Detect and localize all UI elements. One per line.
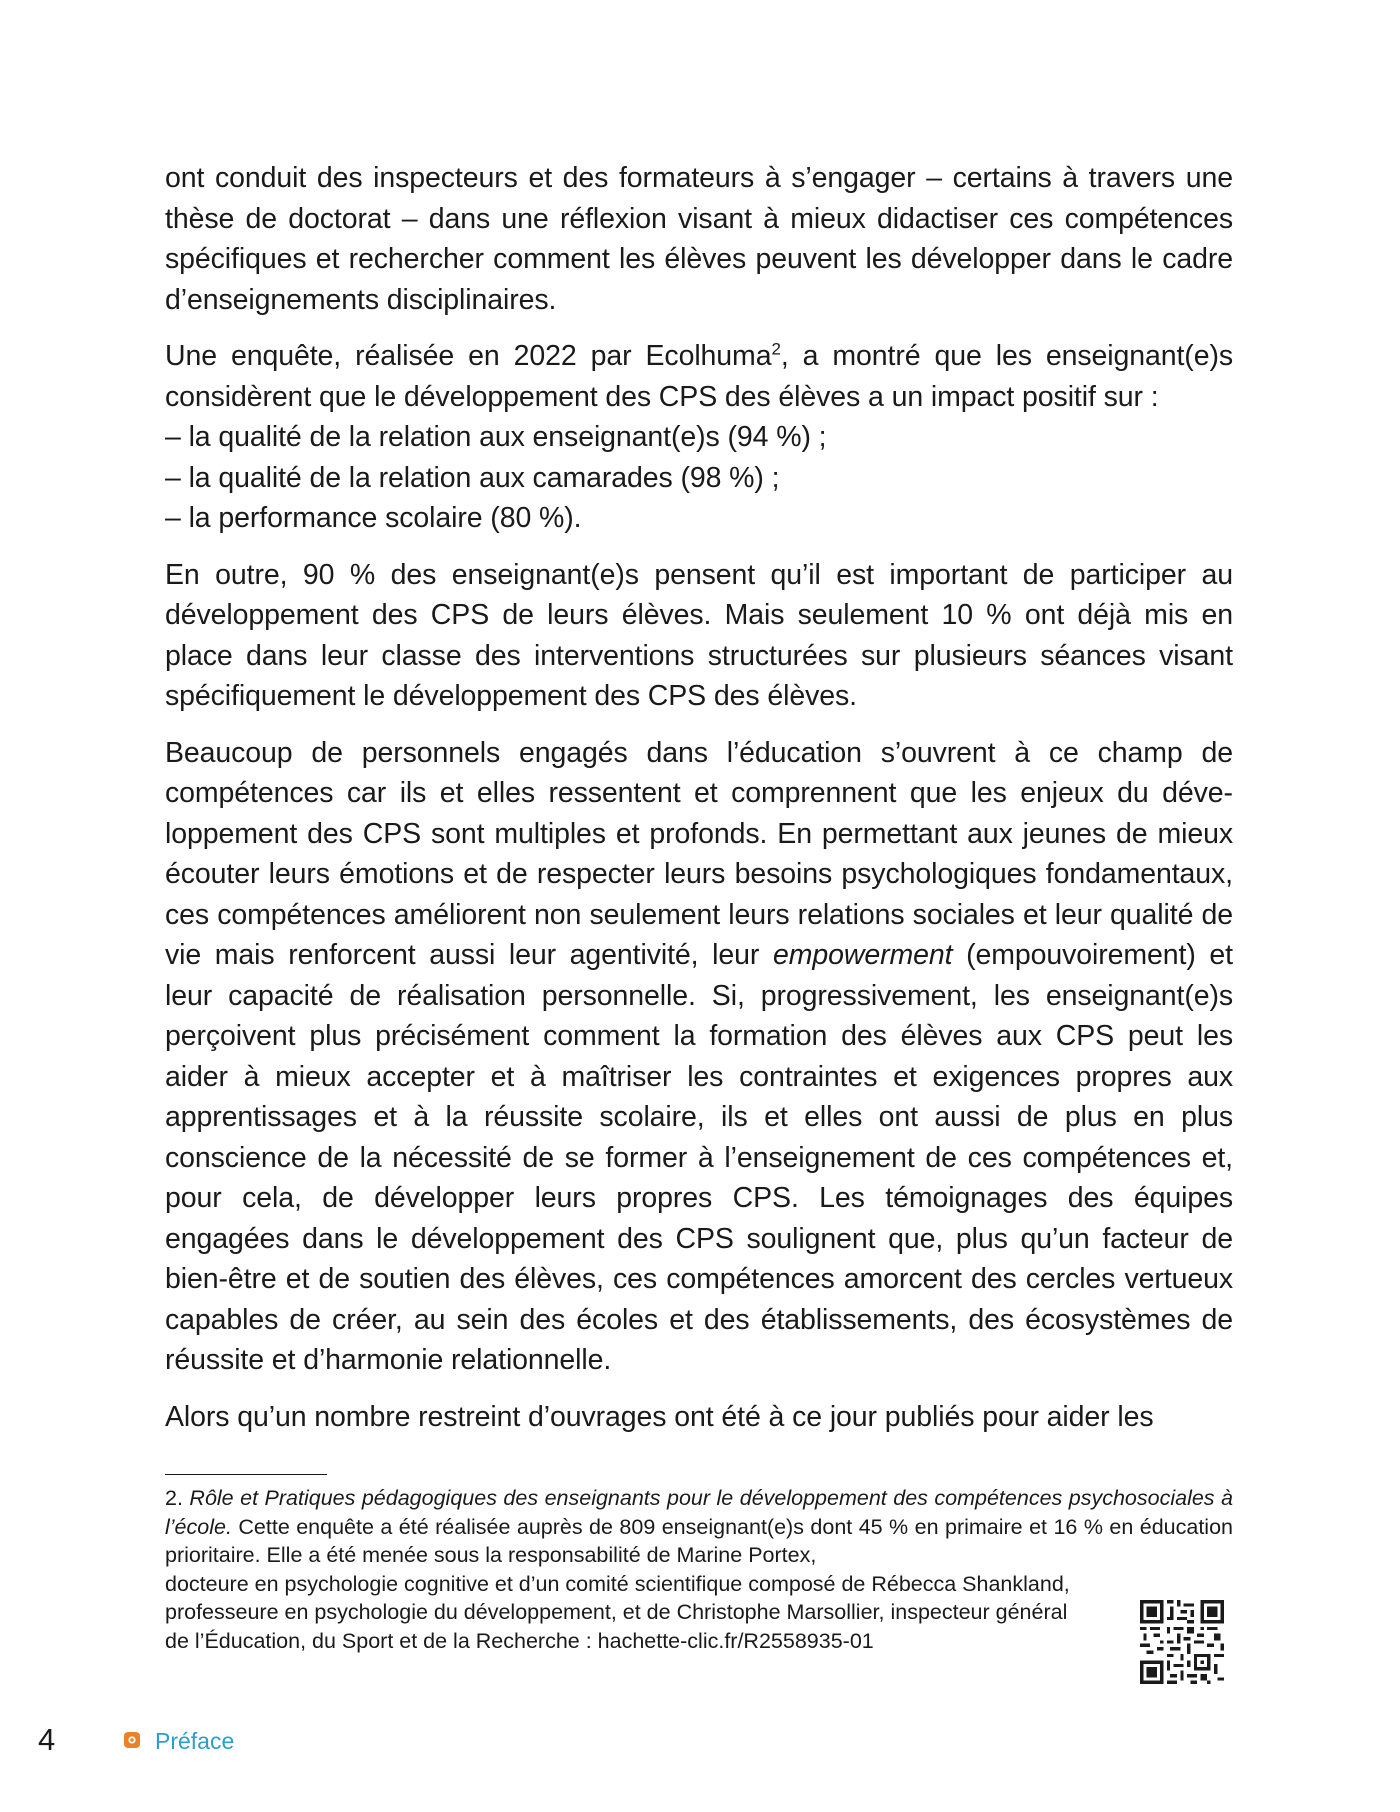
footnote-link-line[interactable]: de l’Éducation, du Sport et de la Recherche : hachette-clic.fr/R2558935-01: [165, 1628, 874, 1653]
paragraph-3: En outre, 90 % des enseignant(e)s pensent qu’il est important de participer au développement des CPS de leurs élèves. Mais seulement 10 % ont déjà mis en place dans leur classe des interventions structurées sur plusieurs séances visant spécifiquement le développement des CPS des élèves.: [165, 558, 1233, 712]
section-marker-icon: [124, 1732, 140, 1748]
footnote-number: 2.: [165, 1486, 190, 1510]
paragraph-1: ont conduit des inspecteurs et des formateurs à s’engager – certains à travers une thèse de doctorat – dans une réflexion visant à mieux didactiser ces compétences spécifiques et rechercher comment les élèves peuvent les développer dans le cadre d’enseignements disciplinaires.: [165, 162, 1233, 316]
section-label: Préface: [155, 1728, 235, 1754]
paragraph-4: [165, 733, 1233, 1381]
footnote-survey-title: Rôle et Pratiques pédagogiques des enseignants pour le développement des compétences psychosociales à l’école.: [165, 1486, 1233, 1539]
footnote-reference[interactable]: 2: [771, 339, 781, 359]
emphasis-term: empowerment: [772, 939, 953, 971]
footnote-text: Cette enquête a été réalisée auprès de 809 enseignant(e)s dont 45 % en primaire et 16 % en éducation prioritaire. Elle a été menée sous la responsabilité de Marine Portex,: [165, 1514, 1233, 1567]
survey-results-list: [165, 417, 1233, 539]
page-number: 4: [38, 1722, 56, 1757]
paragraph-5: Alors qu’un nombre restreint d’ouvrages ont été à ce jour publiés pour aider les: [165, 1400, 1154, 1433]
main-body-text: [165, 158, 1233, 1437]
list-item: – la qualité de la relation aux enseignant(e)s (94 %) ;: [165, 421, 827, 453]
footnote-line: docteure en psychologie cognitive et d’un comité scientifique composé de Rébecca Shankland,: [165, 1571, 1070, 1596]
list-item: – la qualité de la relation aux camarades (98 %) ;: [165, 461, 780, 494]
qr-code-icon[interactable]: [1140, 1600, 1224, 1684]
paragraph-4-part-b: (empouvoirement) et leur capacité de réalisation personnelle. Si, progressivement, les enseignant(e)s perçoivent plus précisément comment la formation des élèves aux CPS peut les aider à mieux accepter et à maîtriser les contraintes et exigences propres aux apprentissages et à la réussite scolaire, ils et elles ont aussi de plus en plus conscience de la nécessité de se former à l’enseignement de ces compétences et, pour cela, de développer leurs propres CPS. Les témoignages des équipes engagées dans le développement des CPS soulignent que, plus qu’un facteur de bien-être et de soutien des élèves, ces compétences amorcent des cercles vertueux capables de créer, au sein des écoles et des établissements, des écosystèmes de réussite et d’harmonie relationnelle.: [165, 939, 1233, 1376]
paragraph-4-part-a: Beaucoup de personnels engagés dans l’éducation s’ouvrent à ce champ de compétences car ils et elles ressentent et comprennent que les enjeux du développement des CPS sont multiples et profonds. En permettant aux jeunes de mieux écouter leurs émotions et de respecter leurs besoins psychologiques fondamentaux, ces compétences améliorent non seulement leurs relations sociales et leur qualité de vie mais renforcent aussi leur agentivité, leur: [165, 736, 1233, 971]
footnote-line: professeure en psychologie du développement, et de Christophe Marsollier, inspecteur général: [165, 1600, 1068, 1624]
paragraph-2-continuation: , a montré que les enseignant(e)s considèrent que le développement des CPS des élèves a un impact positif sur :: [165, 340, 1233, 413]
list-item: – la performance scolaire (80 %).: [165, 502, 582, 534]
paragraph-2-text: Une enquête, réalisée en 2022 par Ecolhuma: [165, 340, 772, 372]
footnote: [165, 1484, 1233, 1655]
footnote-divider: [165, 1474, 327, 1475]
paragraph-2: [165, 336, 1233, 417]
footnote-justified-block: [165, 1484, 1233, 1570]
